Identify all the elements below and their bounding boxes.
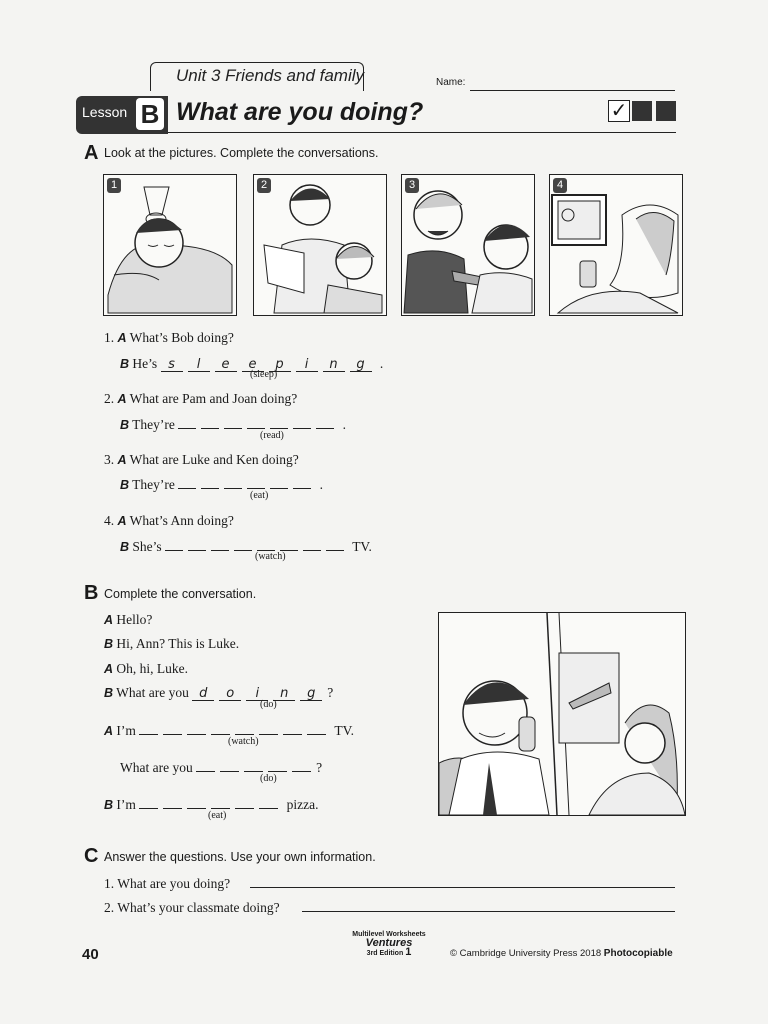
answer-blank[interactable] <box>201 476 219 489</box>
phone-call-picture <box>438 612 686 816</box>
answer-blank[interactable] <box>165 538 183 551</box>
section-a-instruction: Look at the pictures. Complete the conversations. <box>104 146 379 160</box>
item-1-hint: (sleep) <box>250 369 278 380</box>
answer-blank[interactable] <box>234 538 252 551</box>
answer-blank[interactable] <box>139 722 158 735</box>
picture-number: 1 <box>107 178 121 193</box>
item-1-question: 1. A What’s Bob doing? <box>104 330 234 345</box>
lesson-word: Lesson <box>82 104 128 120</box>
phone-call-icon <box>439 613 685 815</box>
answer-letter: g <box>350 359 372 372</box>
answer-blank[interactable] <box>187 796 206 809</box>
level-square-icon <box>656 101 676 121</box>
answer-letter: e <box>242 359 264 372</box>
dialog-line-3: A Oh, hi, Luke. <box>104 661 189 676</box>
answer-letter: l <box>188 359 210 372</box>
answer-blank[interactable] <box>247 416 265 429</box>
answer-blank[interactable] <box>283 722 302 735</box>
answer-letter: n <box>273 688 295 701</box>
answer-letter: g <box>300 688 322 701</box>
answer-blank[interactable] <box>259 722 278 735</box>
picture-3 <box>401 174 535 316</box>
dialog-line-7: B I’m pizza. <box>104 797 319 812</box>
section-c-instruction: Answer the questions. Use your own information. <box>104 850 376 864</box>
item-4-question: 4. A What’s Ann doing? <box>104 513 234 528</box>
series-brand: Ventures <box>365 937 413 949</box>
answer-blank[interactable] <box>270 476 288 489</box>
page-number: 40 <box>82 946 99 963</box>
dialog-line-2: B Hi, Ann? This is Luke. <box>104 636 240 651</box>
answer-blank[interactable] <box>247 476 265 489</box>
dialog-line-6-hint: (do) <box>260 773 277 784</box>
answer-blank[interactable] <box>280 538 298 551</box>
answer-blank[interactable] <box>292 759 311 772</box>
answer-blank[interactable] <box>235 722 254 735</box>
picture-2 <box>253 174 387 316</box>
answer-blank[interactable] <box>235 796 254 809</box>
answer-blank[interactable] <box>270 416 288 429</box>
section-b-instruction: Complete the conversation. <box>104 587 257 601</box>
answer-blank[interactable] <box>224 416 242 429</box>
answer-blank[interactable] <box>316 416 334 429</box>
item-4-answer: B She’s TV. <box>120 539 372 554</box>
answer-letter: s <box>161 359 183 372</box>
lesson-letter: B <box>136 98 164 130</box>
picture-number: 2 <box>257 178 271 193</box>
answer-blank[interactable] <box>268 759 287 772</box>
answer-blank[interactable] <box>188 538 206 551</box>
question-2: 2. What’s your classmate doing? <box>104 900 280 915</box>
question-1: 1. What are you doing? <box>104 876 231 891</box>
answer-blank[interactable] <box>163 722 182 735</box>
answer-line-2[interactable] <box>302 911 675 912</box>
answer-blank[interactable] <box>220 759 239 772</box>
people-reading-icon <box>254 175 386 315</box>
dialog-line-4-hint: (do) <box>260 699 277 710</box>
answer-blank[interactable] <box>178 476 196 489</box>
picture-4 <box>549 174 683 316</box>
answer-blank[interactable] <box>303 538 321 551</box>
answer-blank[interactable] <box>178 416 196 429</box>
name-label: Name: <box>436 77 466 88</box>
sleeping-man-icon <box>104 175 236 315</box>
series-line: Multilevel Worksheets <box>352 931 426 938</box>
copyright: © Cambridge University Press 2018 Photocopiable <box>450 948 673 959</box>
answer-blank[interactable] <box>326 538 344 551</box>
series-edition: 3rd Edition 1 <box>366 946 412 958</box>
item-3-hint: (eat) <box>250 490 269 501</box>
series-logo <box>344 930 434 958</box>
answer-letter: i <box>246 688 268 701</box>
dialog-line-7-hint: (eat) <box>208 810 227 821</box>
picture-number: 4 <box>553 178 567 193</box>
answer-blank[interactable] <box>257 538 275 551</box>
picture-number: 3 <box>405 178 419 193</box>
item-2-hint: (read) <box>260 430 284 441</box>
answer-blank[interactable] <box>307 722 326 735</box>
page-title: What are you doing? <box>176 98 424 126</box>
picture-1 <box>103 174 237 316</box>
answer-line-1[interactable] <box>250 887 675 888</box>
men-eating-icon <box>402 175 534 315</box>
answer-blank[interactable] <box>244 759 263 772</box>
answer-letter: e <box>215 359 237 372</box>
section-c-letter: C <box>84 845 99 867</box>
item-4-hint: (watch) <box>255 551 286 562</box>
dialog-line-6: What are you ? <box>120 760 323 775</box>
dialog-line-1: A Hello? <box>104 612 153 627</box>
item-2-question: 2. A What are Pam and Joan doing? <box>104 391 298 406</box>
woman-watching-tv-icon <box>550 175 682 315</box>
unit-title: Unit 3 Friends and family <box>176 66 365 85</box>
dialog-line-4: B What are you d o i n g ? <box>104 685 334 701</box>
answer-blank[interactable] <box>201 416 219 429</box>
answer-blank[interactable] <box>293 476 311 489</box>
section-b-letter: B <box>84 582 99 604</box>
dialog-line-5: A I’m TV. <box>104 723 355 738</box>
section-a-letter: A <box>84 142 99 164</box>
answer-blank[interactable] <box>196 759 215 772</box>
item-3-answer: B They’re . <box>120 477 324 492</box>
header-rule <box>168 132 676 133</box>
answer-letter: n <box>323 359 345 372</box>
answer-blank[interactable] <box>139 796 158 809</box>
answer-letter: d <box>192 688 214 701</box>
answer-blank[interactable] <box>187 722 206 735</box>
item-1-answer: B He’s s l e e p i n g . <box>120 356 384 372</box>
level-check-icon: ✓ <box>608 100 630 122</box>
answer-blank[interactable] <box>163 796 182 809</box>
answer-blank[interactable] <box>259 796 278 809</box>
answer-blank[interactable] <box>211 796 230 809</box>
answer-letter: i <box>296 359 318 372</box>
answer-blank[interactable] <box>211 722 230 735</box>
answer-blank[interactable] <box>211 538 229 551</box>
answer-letter: o <box>219 688 241 701</box>
item-2-answer: B They’re . <box>120 417 347 432</box>
level-square-icon <box>632 101 652 121</box>
dialog-line-5-hint: (watch) <box>228 736 259 747</box>
answer-letter: p <box>269 359 291 372</box>
answer-blank[interactable] <box>224 476 242 489</box>
name-field[interactable] <box>470 90 675 91</box>
item-3-question: 3. A What are Luke and Ken doing? <box>104 452 299 467</box>
answer-blank[interactable] <box>293 416 311 429</box>
